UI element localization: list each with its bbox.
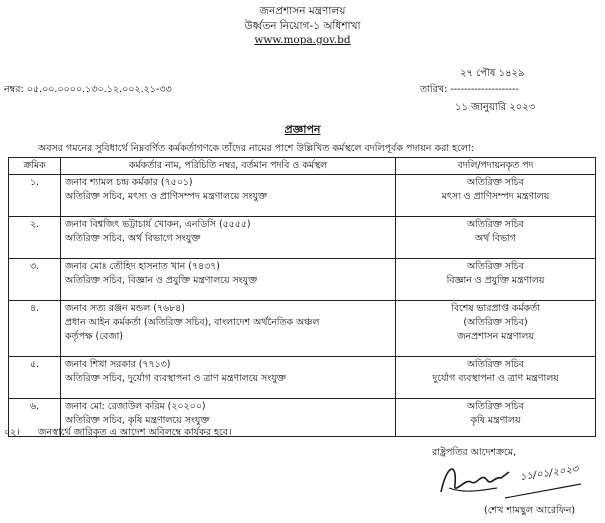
row-serial: ৬. xyxy=(9,399,61,437)
official-designation: অতিরিক্ত সচিব, দুর্যোগ ব্যবস্থাপনা ও ত্রাণ মন্ত্রণালয়ে সংযুক্ত xyxy=(65,373,286,384)
row-official xyxy=(61,217,396,259)
closing-number: ০২। xyxy=(4,427,20,438)
row-official xyxy=(61,301,396,357)
header-post: বদলি/পদায়নকৃত পদ xyxy=(396,158,596,175)
notification-title: প্রজ্ঞাপন xyxy=(284,123,321,136)
row-post xyxy=(396,399,596,437)
row-serial: ২. xyxy=(9,217,61,259)
official-designation: অতিরিক্ত সচিব, কৃষি মন্ত্রণালয়ে সংযুক্ত xyxy=(65,415,210,426)
handwritten-date: ১১/০১/২০২৩ xyxy=(519,463,580,484)
website-link[interactable]: www.mopa.gov.bd xyxy=(254,34,351,46)
post-title: অতিরিক্ত সচিব xyxy=(467,261,524,272)
post-title: অতিরিক্ত সচিব xyxy=(467,177,524,188)
official-designation-cont: কর্তৃপক্ষ (বেজা) xyxy=(65,331,123,342)
official-designation: প্রধান আইন কর্মকর্তা (অতিরিক্ত সচিব), বাংলাদেশ অর্থনৈতিক অঞ্চল xyxy=(65,317,320,328)
signatory-name: (শেখ শামছুল আরেফিন) xyxy=(484,505,576,516)
official-name: জনাব শ্যামল চন্দ্র কর্মকার (৭৫০১) xyxy=(65,177,193,188)
row-post xyxy=(396,175,596,217)
row-post xyxy=(396,301,596,357)
intro-text: অবসর গমনের সুবিধার্থে নিম্নবর্ণিত কর্মকর্তাগণকে তাঁদের নামের পাশে উল্লিখিত কর্মস্থলে বদলিপূর্বক পদায়ন করা হলো: xyxy=(38,143,474,154)
post-title: অতিরিক্ত সচিব xyxy=(467,401,524,412)
table-row xyxy=(9,259,596,301)
date-label: তারিখ: -------------------- xyxy=(420,84,519,95)
row-serial: ১. xyxy=(9,175,61,217)
row-post xyxy=(396,259,596,301)
official-name: জনাব মো: রেজাউল করিম (২০২০০) xyxy=(65,401,206,412)
row-serial: ৩. xyxy=(9,259,61,301)
date-bangla: ২৭ পৌষ ১৪২৯ xyxy=(460,68,525,79)
post-office: দুর্যোগ ব্যবস্থাপনা ও ত্রাণ মন্ত্রণালয় xyxy=(432,373,559,384)
order-line: রাষ্ট্রপতির আদেশক্রমে, xyxy=(432,447,517,458)
row-post xyxy=(396,217,596,259)
header-official: কর্মকর্তার নাম, পরিচিতি নম্বর, বর্তমান পদবি ও কর্মস্থল xyxy=(61,158,396,175)
row-serial: ৪. xyxy=(9,301,61,357)
transfer-table xyxy=(8,157,596,437)
official-designation: অতিরিক্ত সচিব, অর্থ বিভাগে সংযুক্ত xyxy=(65,233,201,244)
table-row xyxy=(9,175,596,217)
date-english: ১১ জানুয়ারি ২০২৩ xyxy=(455,102,536,113)
post-title: বিশেষ ভারপ্রাপ্ত কর্মকর্তা xyxy=(451,303,540,314)
row-official xyxy=(61,357,396,399)
official-name: জনাব বিশ্বজিৎ ভট্টাচার্য খোকন, এনডিসি (৫৫৫৫) xyxy=(65,219,251,230)
official-designation: অতিরিক্ত সচিব, বিজ্ঞান ও প্রযুক্তি মন্ত্রণালয়ে সংযুক্ত xyxy=(65,275,258,286)
post-office: মৎস্য ও প্রাণিসম্পদ মন্ত্রণালয় xyxy=(441,191,550,202)
post-office: অর্থ বিভাগ xyxy=(475,233,516,244)
row-serial: ৫. xyxy=(9,357,61,399)
ministry-name: জনপ্রশাসন মন্ত্রণালয় xyxy=(259,5,346,17)
post-title: অতিরিক্ত সচিব xyxy=(467,359,524,370)
post-office: জনপ্রশাসন মন্ত্রণালয় xyxy=(457,331,534,342)
closing-text: জনস্বার্থে জারিকৃত এ আদেশ অবিলম্বে কার্যকর হবে। xyxy=(38,427,232,438)
memo-number: নম্বর: ০৫.০০.০০০০.১৩০.১২.০০২.২১-৩৩ xyxy=(4,84,172,95)
row-post xyxy=(396,357,596,399)
official-name: জনাব সত্য রঞ্জন মন্ডল (৭৬৮৪) xyxy=(65,303,185,314)
official-name: জনাব মোঃ তৌহিদ হাসনাত খান (৭৪৩৭) xyxy=(65,261,220,272)
table-row xyxy=(9,301,596,357)
table-row xyxy=(9,357,596,399)
official-name: জনাব শিখা সরকার (৭৭১৩) xyxy=(65,359,171,370)
post-office: কৃষি মন্ত্রণালয় xyxy=(470,415,521,426)
header-serial: ক্রমিক xyxy=(9,158,61,175)
official-designation: অতিরিক্ত সচিব, মৎস্য ও প্রাণিসম্পদ মন্ত্রণালয়ে সংযুক্ত xyxy=(65,191,267,202)
post-office: বিজ্ঞান ও প্রযুক্তি মন্ত্রণালয় xyxy=(446,275,545,286)
row-official xyxy=(61,175,396,217)
post-title: অতিরিক্ত সচিব xyxy=(467,219,524,230)
table-header-row xyxy=(9,158,596,175)
wing-name: উর্ধ্বতন নিয়োগ-১ অধিশাখা xyxy=(244,20,361,32)
row-official xyxy=(61,259,396,301)
post-grade: (অতিরিক্ত সচিব) xyxy=(463,317,528,328)
table-row xyxy=(9,217,596,259)
